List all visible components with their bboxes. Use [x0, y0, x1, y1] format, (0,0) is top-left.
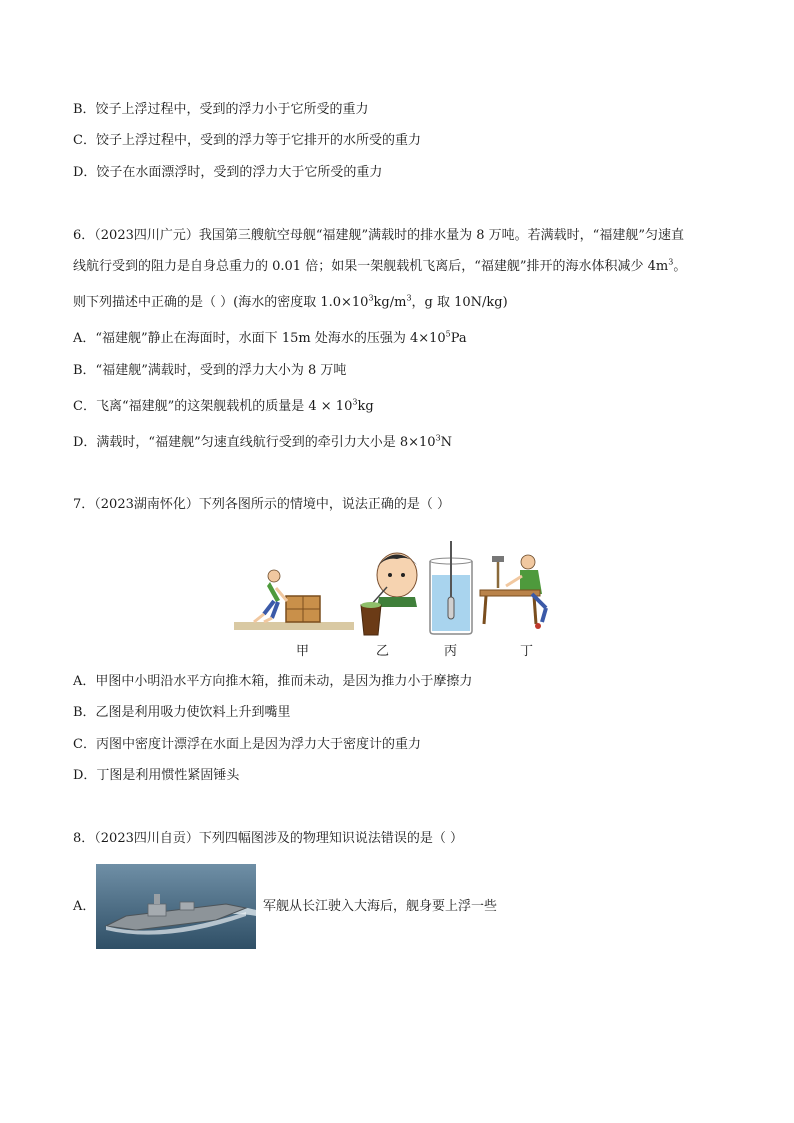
q6-stem-line1: 6．（2023四川广元）我国第三艘航空母舰“福建舰”满载时的排水量为 8 万吨。若满载时，“福建舰”匀速直: [73, 228, 684, 243]
q6-stem-line3: 则下列描述中正确的是（ ）(海水的密度取 $1.0\times 10^3kg/m^3$，g 取 10N/kg): [73, 293, 508, 310]
q6-option-a: A．“福建舰”静止在海面时，水面下 15m 处海水的压强为 $4\times 10^5Pa$: [73, 329, 467, 346]
q8-option-a-text: 军舰从长江驶入大海后，舰身要上浮一些: [263, 899, 498, 914]
q7-figure-yi-drink-straw: [357, 545, 423, 637]
q7-label-jia: 甲: [296, 644, 310, 659]
q7-option-d: D．丁图是利用惯性紧固锤头: [73, 768, 240, 783]
q7-label-bing: 丙: [444, 644, 458, 659]
q6-option-d: D．满载时，“福建舰”匀速直线航行受到的牵引力大小是 $8\times 10^3N$: [73, 433, 453, 450]
q5-option-d: D．饺子在水面漂浮时，受到的浮力大于它所受的重力: [73, 165, 383, 180]
q6-stem-line2: 线航行受到的阻力是自身总重力的 0.01 倍；如果一架舰载机飞离后，“福建舰”排开的海水体积减少 $4m^3$。: [73, 257, 687, 274]
q8-stem: 8．（2023四川自贡）下列四幅图涉及的物理知识说法错误的是（ ）: [73, 831, 463, 846]
q7-figure-bing-hydrometer: [428, 541, 474, 635]
q6-option-c: C．飞离“福建舰”的这架舰载机的质量是 $4 \times 10^3kg$: [73, 397, 374, 414]
q8-option-a-label: A．: [73, 899, 96, 914]
q5-option-b: B．饺子上浮过程中，受到的浮力小于它所受的重力: [73, 102, 369, 117]
q7-figure-jia-push-crate: [234, 556, 354, 636]
q7-option-b: B．乙图是利用吸力使饮料上升到嘴里: [73, 705, 291, 720]
q8-warship-photo: [96, 864, 256, 949]
q7-option-a: A．甲图中小明沿水平方向推木箱，推而未动，是因为推力小于摩擦力: [73, 674, 473, 689]
q7-label-yi: 乙: [376, 644, 390, 659]
q7-option-c: C．丙图中密度计漂浮在水面上是因为浮力大于密度计的重力: [73, 737, 421, 752]
q7-stem: 7．（2023湖南怀化）下列各图所示的情境中，说法正确的是（ ）: [73, 497, 450, 512]
q5-option-c: C．饺子上浮过程中，受到的浮力等于它排开的水所受的重力: [73, 133, 421, 148]
q6-option-b: B．“福建舰”满载时，受到的浮力大小为 8 万吨: [73, 363, 347, 378]
q7-label-ding: 丁: [520, 644, 534, 659]
q7-figure-ding-hammer: [476, 546, 558, 636]
